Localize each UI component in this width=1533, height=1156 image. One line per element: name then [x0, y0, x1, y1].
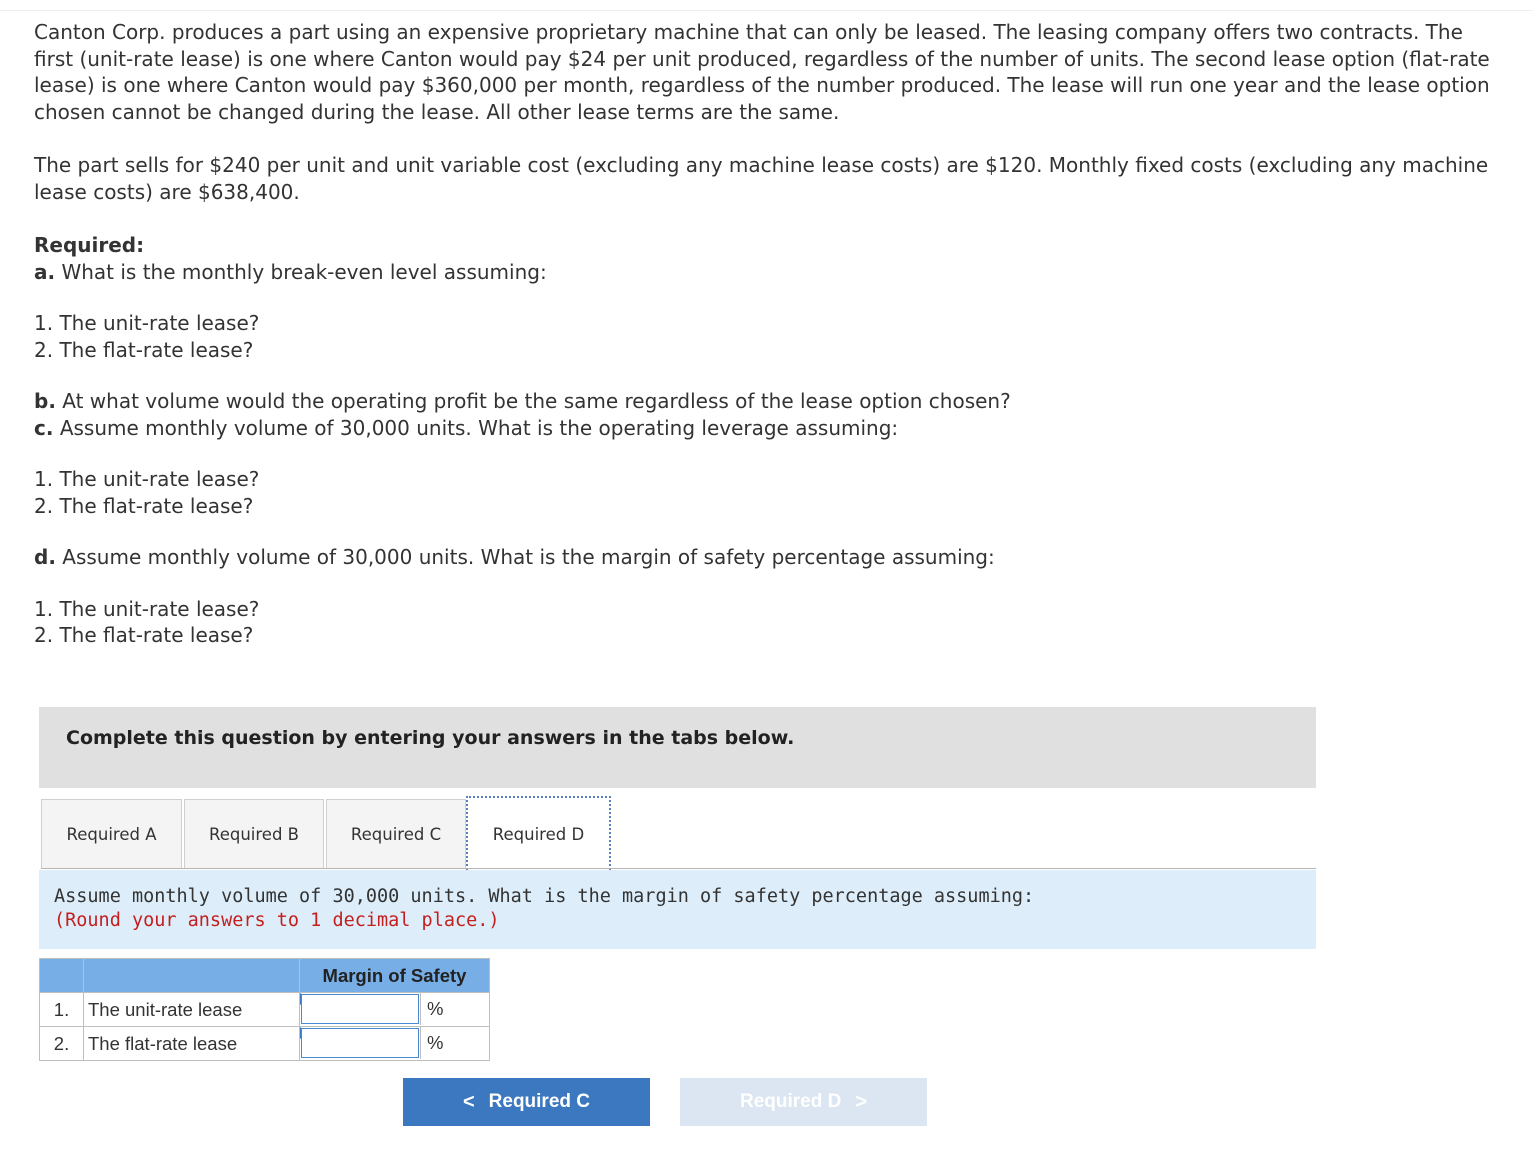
requirement-b-text: At what volume would the operating profit be the same regardless of the lease option chosen?: [62, 389, 1011, 413]
tab-required-c[interactable]: Required C: [326, 799, 466, 869]
table-row: [40, 1027, 490, 1061]
next-button-label: Required D: [739, 1091, 842, 1112]
requirement-c-label: c.: [34, 415, 54, 440]
chevron-right-icon: >: [855, 1090, 868, 1113]
requirement-a-label: a.: [34, 259, 56, 284]
header-blank-num: [40, 959, 84, 993]
tab-divider: [41, 868, 1316, 869]
requirement-b-label: b.: [34, 389, 56, 413]
tab-bar: [41, 799, 1316, 869]
question-text: Assume monthly volume of 30,000 units. What is the margin of safety percentage assuming:: [54, 886, 1035, 907]
problem-costs: The part sells for $240 per unit and unit variable cost (excluding any machine lease costs) are $120. Monthly fixed costs (excluding any machine lease costs) are $638,400.: [34, 153, 1489, 204]
requirement-a: [34, 259, 1494, 286]
required-heading: Required:: [34, 233, 145, 257]
problem-statement: [34, 19, 1494, 649]
table-row: [40, 993, 490, 1027]
requirement-a-item: 1. The unit-rate lease?: [34, 311, 260, 335]
requirement-c-text: Assume monthly volume of 30,000 units. What is the operating leverage assuming:: [59, 415, 899, 440]
requirement-a-item: 2. The flat-rate lease?: [34, 337, 254, 362]
requirement-c: [34, 415, 1494, 442]
requirement-d-label: d.: [34, 545, 56, 569]
requirement-d-text: Assume monthly volume of 30,000 units. What is the margin of safety percentage assuming:: [62, 545, 995, 569]
next-required-d-button[interactable]: [680, 1078, 927, 1126]
requirement-c-item: 2. The flat-rate lease?: [34, 493, 254, 518]
row-number: 2.: [40, 1027, 84, 1061]
prev-button-label: Required C: [488, 1091, 591, 1112]
row-number: 1.: [40, 993, 84, 1027]
requirement-d: [34, 544, 1494, 571]
instructions-banner: Complete this question by entering your answers in the tabs below.: [39, 707, 1316, 788]
answer-cell: [300, 993, 490, 1027]
tab-required-d[interactable]: Required D: [466, 796, 611, 870]
answer-table: [39, 958, 490, 1061]
unit-rate-mos-input[interactable]: [301, 994, 419, 1024]
rounding-note: (Round your answers to 1 decimal place.): [54, 910, 500, 931]
requirement-c-item: 1. The unit-rate lease?: [34, 467, 260, 491]
table-header-row: [40, 959, 490, 993]
chevron-left-icon: <: [462, 1090, 475, 1113]
top-divider: [0, 10, 1533, 11]
problem-intro: Canton Corp. produces a part using an expensive proprietary machine that can only be leased. The leasing company offers two contracts. The first (unit-rate lease) is one where Canton would pay $24 per unit produced, regardless of the number of units. The second lease option (flat-rate lease) is one where Canton would pay $360,000 per month, regardless of the number produced. The lease will run one year and the lease option chosen cannot be changed during the lease. All other lease terms are the same.: [34, 20, 1490, 124]
tab-required-a[interactable]: Required A: [41, 799, 182, 869]
header-blank-label: [84, 959, 300, 993]
row-label: The flat-rate lease: [84, 1027, 300, 1061]
header-margin-of-safety: Margin of Safety: [300, 959, 490, 993]
requirement-d-item: 1. The unit-rate lease?: [34, 596, 260, 621]
answer-cell: [300, 1027, 490, 1061]
tab-required-b[interactable]: Required B: [184, 799, 324, 869]
prev-required-c-button[interactable]: [403, 1078, 650, 1126]
percent-unit: %: [420, 1027, 488, 1059]
flat-rate-mos-input[interactable]: [301, 1028, 419, 1058]
percent-unit: %: [420, 993, 488, 1025]
requirement-b: [34, 388, 1494, 415]
row-label: The unit-rate lease: [84, 993, 300, 1027]
requirement-a-text: What is the monthly break-even level assuming:: [61, 259, 547, 284]
requirement-d-item: 2. The flat-rate lease?: [34, 623, 254, 647]
question-box: [39, 870, 1316, 949]
